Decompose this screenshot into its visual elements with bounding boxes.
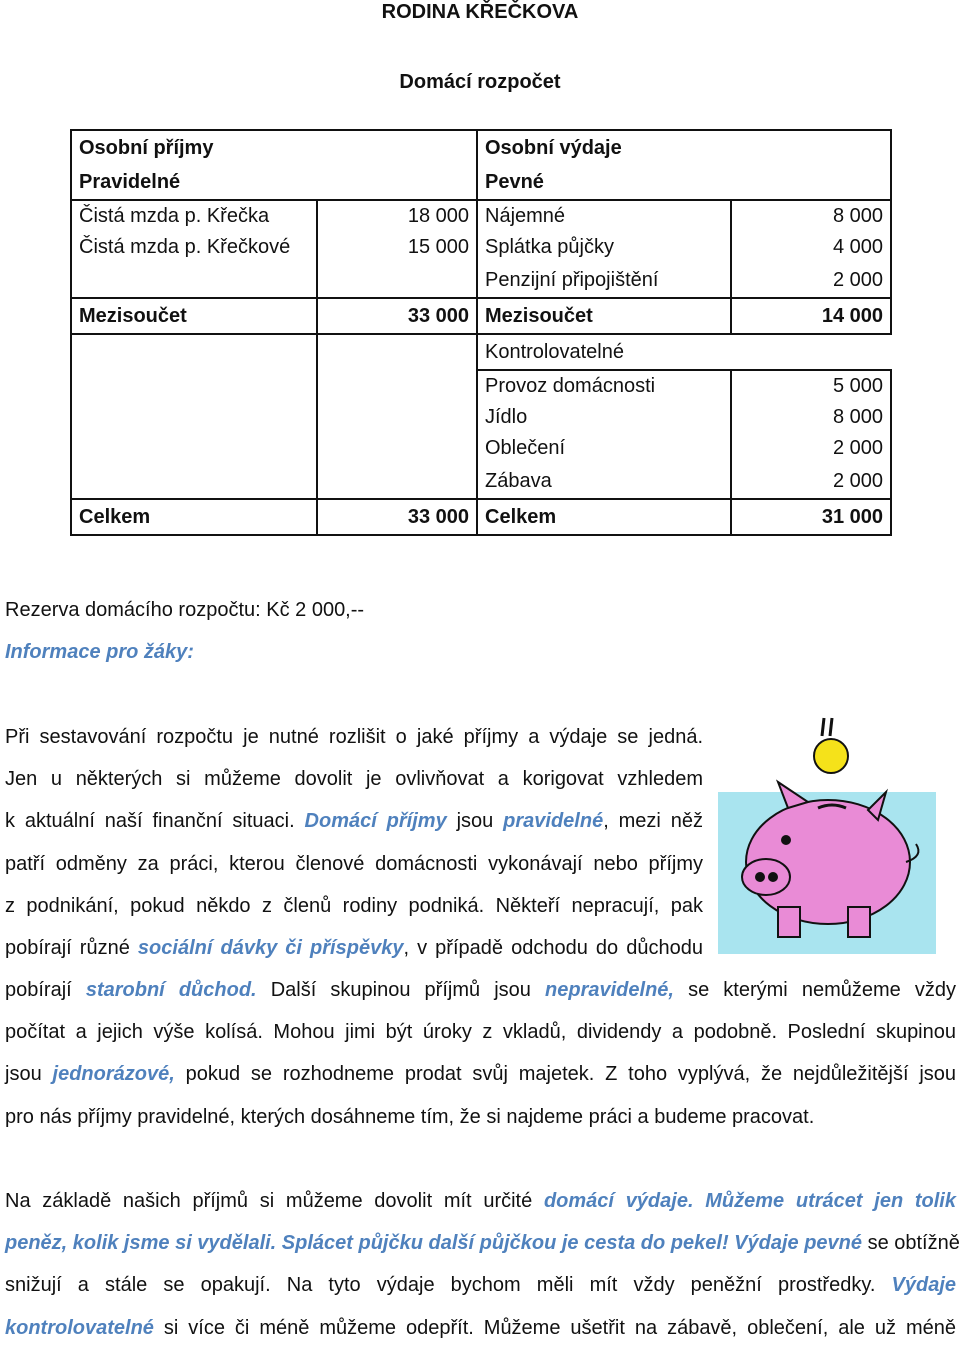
controllable-item-label: Oblečení — [477, 433, 731, 464]
highlight-term: kontrolovatelné — [5, 1316, 154, 1339]
income-item-value — [317, 263, 477, 298]
income-item-value: 15 000 — [317, 232, 477, 263]
fixed-item-value: 8 000 — [731, 200, 891, 232]
empty-cell — [71, 334, 317, 499]
highlight-term: peněz, kolik jsme si vydělali. Splácet půjčku další půjčkou je cesta do pekel! — [5, 1232, 729, 1255]
table-row — [71, 298, 891, 334]
controllable-item-value: 5 000 — [731, 370, 891, 402]
text-line: jsou jednorázové, pokud se rozhodneme prodat svůj majetek. Z toho vyplývá, že nejdůležitější jsou — [5, 1063, 957, 1086]
highlight-term: Můžeme utrácet jen tolik — [705, 1190, 956, 1212]
controllable-item-label: Provoz domácnosti — [477, 370, 731, 402]
fixed-item-label: Splátka půjčky — [477, 232, 731, 263]
highlight-term: Výdaje pevné — [734, 1232, 863, 1255]
piggy-bank-icon — [718, 712, 936, 954]
text-line: Na základě našich příjmů si můžeme dovolit mít určité domácí výdaje. Můžeme utrácet jen tolik — [5, 1190, 956, 1212]
table-row — [71, 499, 891, 535]
paragraph-income-kinds — [5, 969, 956, 1138]
text-line: Při sestavování rozpočtu je nutné rozlišit o jaké příjmy a výdaje se jedná. — [5, 726, 703, 748]
info-heading: Informace pro žáky: — [5, 641, 194, 663]
fixed-item-label: Nájemné — [477, 200, 731, 232]
income-total-label: Celkem — [71, 499, 317, 535]
income-item-value: 18 000 — [317, 200, 477, 232]
document-title: RODINA KŘEČKOVA — [381, 1, 579, 23]
income-header: Osobní příjmy — [71, 130, 477, 165]
highlight-term: Výdaje — [891, 1274, 956, 1297]
text-line: pobírají starobní důchod. Další skupinou příjmů jsou nepravidelné, se kterými nemůžeme vždy — [5, 979, 957, 1001]
table-row — [71, 200, 891, 232]
highlight-term: pravidelné — [503, 810, 604, 833]
controllable-item-value: 2 000 — [731, 433, 891, 464]
table-row — [71, 165, 891, 200]
text-line: kontrolovatelné si více či méně můžeme odepřít. Můžeme ušetřit na zábavě, oblečení, ale už méně — [5, 1316, 956, 1339]
table-row — [71, 263, 891, 298]
text-line: snižují a stále se opakují. Na tyto výdaje bychom měli mít vždy peněžní prostředky. Výdaje — [5, 1274, 956, 1297]
table-row — [71, 232, 891, 263]
income-total-value: 33 000 — [317, 499, 477, 535]
highlight-term: sociální dávky či příspěvky — [137, 937, 404, 960]
highlight-term: starobní důchod. — [85, 979, 257, 1001]
fixed-item-value: 4 000 — [731, 232, 891, 263]
income-item-label: Čistá mzda p. Křečka — [71, 200, 317, 232]
controllable-item-label: Zábava — [477, 464, 731, 499]
empty-cell — [317, 334, 477, 499]
highlight-term: jednorázové, — [52, 1063, 175, 1086]
highlight-term: nepravidelné, — [545, 979, 674, 1001]
text-line: k aktuální naší finanční situaci. Domácí příjmy jsou pravidelné, mezi něž — [5, 810, 703, 833]
highlight-term: Domácí příjmy — [304, 810, 447, 833]
text-line: Jen u některých si můžeme dovolit je ovlivňovat a korigovat vzhledem — [5, 768, 703, 791]
income-subtotal-label: Mezisoučet — [71, 298, 317, 334]
expense-total-label: Celkem — [477, 499, 731, 535]
highlight-term: domácí výdaje. — [543, 1190, 694, 1212]
income-item-label: Čistá mzda p. Křečkové — [71, 232, 317, 263]
income-subtotal-value: 33 000 — [317, 298, 477, 334]
text-line: patří odměny za práci, kterou členové domácnosti vykonávají nebo příjmy — [5, 852, 703, 875]
text-line: peněz, kolik jsme si vydělali. Splácet půjčku další půjčkou je cesta do pekel! Výdaje pevné se obtížně — [5, 1232, 960, 1255]
table-row — [71, 334, 891, 370]
budget-table — [70, 129, 892, 536]
fixed-subtotal-label: Mezisoučet — [477, 298, 731, 334]
controllable-item-value: 2 000 — [731, 464, 891, 499]
controllable-item-label: Jídlo — [477, 402, 731, 433]
fixed-subtotal-value: 14 000 — [731, 298, 891, 334]
budget-reserve: Rezerva domácího rozpočtu: Kč 2 000,-- — [5, 599, 365, 621]
expense-fixed-section-label: Pevné — [477, 165, 891, 200]
text-line: pro nás příjmy pravidelné, kterých dosáhneme tím, že si najdeme práci a budeme pracovat. — [5, 1105, 815, 1128]
fixed-item-value: 2 000 — [731, 263, 891, 298]
text-line: pobírají různé sociální dávky či příspěvky, v případě odchodu do důchodu — [5, 937, 703, 960]
table-row — [71, 130, 891, 165]
expense-total-value: 31 000 — [731, 499, 891, 535]
income-section-label: Pravidelné — [71, 165, 477, 200]
paragraph-expenses — [5, 1180, 960, 1349]
expense-header: Osobní výdaje — [477, 130, 891, 165]
controllable-item-value: 8 000 — [731, 402, 891, 433]
income-item-label — [71, 263, 317, 298]
paragraph-income-types — [5, 716, 703, 969]
expense-controllable-section-label: Kontrolovatelné — [477, 334, 891, 370]
text-line: z podnikání, pokud někdo z členů rodiny podniká. Někteří nepracují, pak — [5, 894, 703, 917]
text-line: počítat a jejich výše kolísá. Mohou jimi být úroky z vkladů, dividendy a podobně. Poslední skupinou — [5, 1021, 956, 1044]
document-subtitle: Domácí rozpočet — [399, 71, 561, 93]
fixed-item-label: Penzijní připojištění — [477, 263, 731, 298]
